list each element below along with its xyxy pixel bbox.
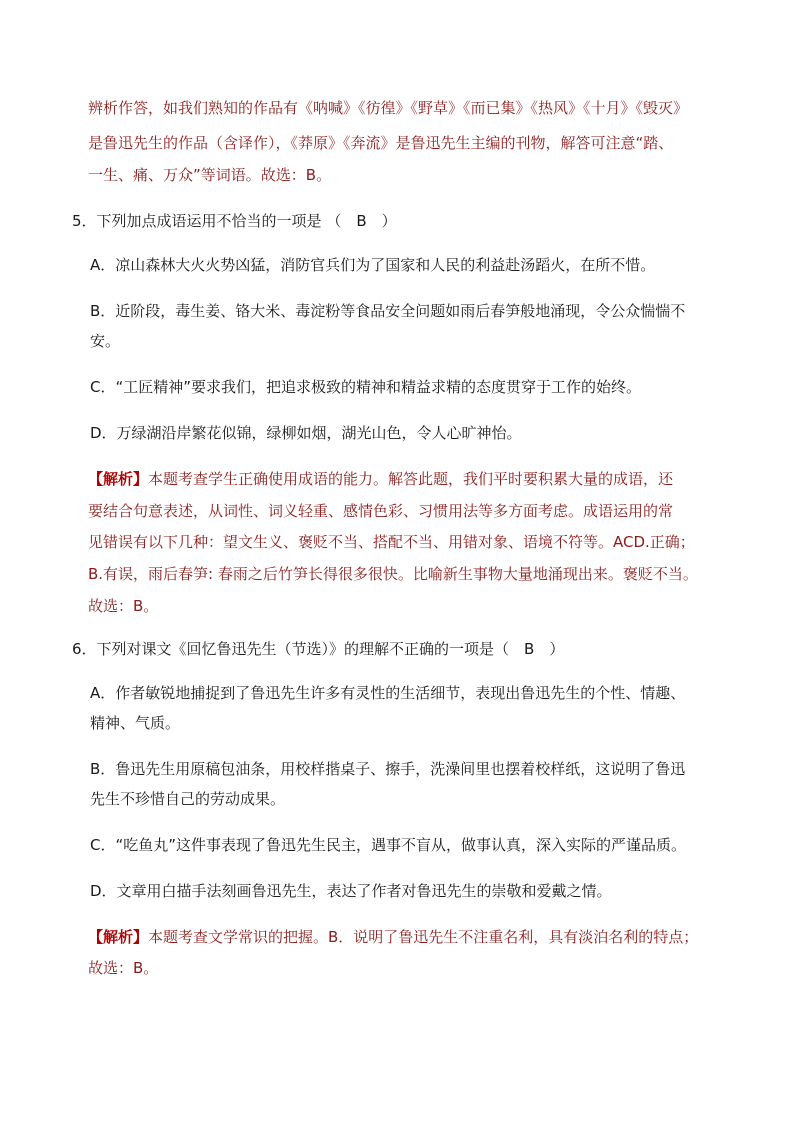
q6-option-b-line-1: B．鲁迅先生用原稿包油条，用校样揩桌子、擦手，洗澡间里也摆着校样纸，这说明了鲁迅 (90, 760, 686, 778)
q5-analysis-line-4: B.有误，雨后春笋: 春雨之后竹笋长得很多很快。比喻新生事物大量地涌现出来。褒贬不当。 (88, 565, 698, 583)
intro-line-1: 辨析作答，如我们熟知的作品有《呐喊》《彷徨》《野草》《而已集》《热风》《十月》《毁灭》 (88, 99, 689, 117)
q5-option-d: D．万绿湖沿岸繁花似锦，绿柳如烟，湖光山色，令人心旷神怡。 (90, 424, 522, 442)
q6-analysis-text-1: 本题考查文学常识的把握。B．说明了鲁迅先生不注重名利，具有淡泊名利的特点； (148, 928, 699, 946)
q6-option-d: D．文章用白描手法刻画鲁迅先生，表达了作者对鲁迅先生的崇敬和爱戴之情。 (90, 882, 612, 900)
q6-option-a-line-2: 精神、气质。 (90, 714, 181, 732)
q6-option-b-line-2: 先生不珍惜自己的劳动成果。 (90, 790, 286, 808)
q6-stem: 6．下列对课文《回忆鲁迅先生（节选）》的理解不正确的一项是（ B ） (72, 640, 565, 658)
q6-option-c: C．“吃鱼丸”这件事表现了鲁迅先生民主，遇事不盲从，做事认真，深入实际的严谨品质。 (90, 836, 687, 854)
analysis-tag: 【解析】 (88, 470, 149, 488)
intro-line-3: 一生、痛、万众”等词语。故选：B。 (88, 166, 332, 184)
q5-option-c: C．“工匠精神”要求我们，把追求极致的精神和精益求精的态度贯穿于工作的始终。 (90, 378, 642, 396)
q6-option-a-line-1: A．作者敏锐地捕捉到了鲁迅先生许多有灵性的生活细节，表现出鲁迅先生的个性、情趣、 (90, 684, 686, 702)
q5-option-b-line-2: 安。 (90, 332, 121, 350)
q5-option-b-line-1: B．近阶段，毒生姜、铬大米、毒淀粉等食品安全问题如雨后春笋般地涌现，令公众惴惴不 (90, 302, 686, 320)
q5-analysis-line-3: 见错误有以下几种：望文生义、褒贬不当、搭配不当、用错对象、语境不符等。ACD.正确； (88, 533, 695, 551)
q5-analysis-line-2: 要结合句意表述，从词性、词义轻重、感情色彩、习惯用法等多方面考虑。成语运用的常 (88, 502, 674, 520)
q5-analysis-text-1: 本题考查学生正确使用成语的能力。解答此题，我们平时要积累大量的成语，还 (148, 470, 674, 488)
analysis-tag: 【解析】 (88, 928, 149, 946)
q5-stem: 5．下列加点成语运用不恰当的一项是 （ B ） (72, 212, 397, 230)
q6-analysis-line-1 (88, 922, 698, 953)
intro-line-2: 是鲁迅先生的作品（含译作），《莽原》《奔流》是鲁迅先生主编的刊物，解答可注意“踏、 (88, 134, 674, 152)
q5-option-a: A．凉山森林大火火势凶猛，消防官兵们为了国家和人民的利益赴汤蹈火，在所不惜。 (90, 256, 656, 274)
q5-analysis-line-1 (88, 464, 673, 495)
q6-analysis-line-2: 故选：B。 (88, 959, 159, 977)
q5-analysis-line-5: 故选：B。 (88, 597, 159, 615)
